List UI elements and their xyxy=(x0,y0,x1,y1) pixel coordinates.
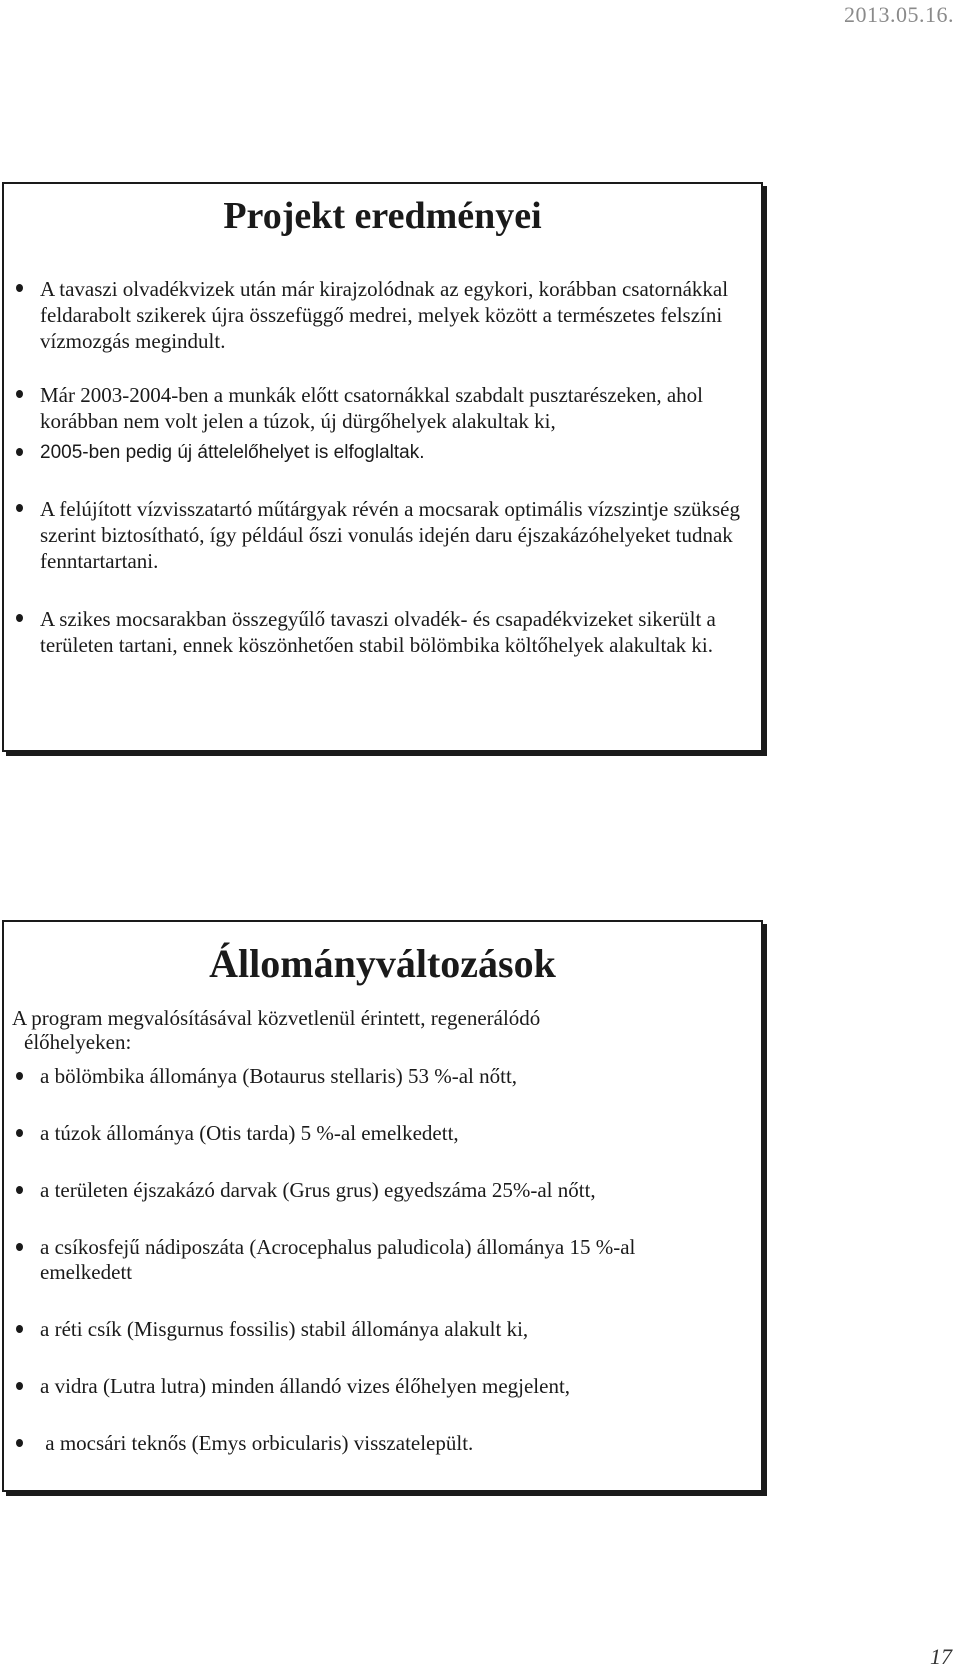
bullet-icon xyxy=(16,284,23,292)
list-item-text: a bölömbika állománya (Botaurus stellaris) 53 %-al nőtt, xyxy=(40,1064,518,1088)
list-item-text: A felújított vízvisszatartó műtárgyak révén a mocsarak optimális vízszintje szükség szerint biztosítható, így például őszi vonulás idején daru éjszakázóhelyeket tudnak fenntartartani. xyxy=(40,497,741,573)
bullet-list xyxy=(4,276,761,658)
list-item xyxy=(4,440,761,466)
intro-line: élőhelyeken: xyxy=(24,1030,132,1054)
bullet-icon xyxy=(16,1325,23,1333)
list-item-text: a területen éjszakázó darvak (Grus grus) egyedszáma 25%-al nőtt, xyxy=(40,1178,596,1202)
list-item xyxy=(4,1374,761,1399)
page-number: 17 xyxy=(930,1644,952,1669)
bullet-icon xyxy=(16,1072,23,1080)
list-item xyxy=(4,1235,761,1285)
list-item-text: a túzok állománya (Otis tarda) 5 %-al emelkedett, xyxy=(40,1121,459,1145)
bullet-icon xyxy=(16,1382,23,1390)
slide-projekt-eredmenyei xyxy=(2,182,763,752)
list-item-text: A tavaszi olvadékvizek után már kirajzolódnak az egykori, korábban csatornákkal feldarabolt szikerek újra összefüggő medrei, melyek között a természetes felszíni vízmozgás megindult. xyxy=(40,277,729,353)
list-item xyxy=(4,1121,761,1146)
list-item-text: a csíkosfejű nádiposzáta (Acrocephalus paludicola) állománya 15 %-al emelkedett xyxy=(40,1235,636,1284)
list-item xyxy=(4,1431,761,1456)
bullet-list xyxy=(4,1064,761,1456)
list-item xyxy=(4,1064,761,1089)
slide-allomanyvaltozasok xyxy=(2,920,763,1492)
list-item-text: a vidra (Lutra lutra) minden állandó vizes élőhelyen megjelent, xyxy=(40,1374,571,1398)
list-item-text: a mocsári teknős (Emys orbicularis) visszatelepült. xyxy=(40,1431,474,1455)
list-item xyxy=(4,1178,761,1203)
bullet-icon xyxy=(16,448,23,456)
bullet-icon xyxy=(16,1186,23,1194)
bullet-icon xyxy=(16,614,23,622)
intro-text xyxy=(12,1006,753,1054)
bullet-icon xyxy=(16,390,23,398)
list-item-text: A szikes mocsarakban összegyűlő tavaszi olvadék- és csapadékvizeket sikerült a területen tartani, ennek köszönhetően stabil bölömbika költőhelyek alakultak ki. xyxy=(40,607,716,657)
bullet-icon xyxy=(16,1129,23,1137)
page-date: 2013.05.16. xyxy=(844,2,954,27)
intro-line: A program megvalósításával közvetlenül érintett, regenerálódó xyxy=(12,1006,541,1030)
list-item xyxy=(4,276,761,354)
list-item xyxy=(4,496,761,574)
list-item-text: a réti csík (Misgurnus fossilis) stabil állománya alakult ki, xyxy=(40,1317,529,1341)
bullet-icon xyxy=(16,1243,23,1251)
list-item xyxy=(4,1317,761,1342)
list-item xyxy=(4,382,761,434)
list-item-text: Már 2003-2004-ben a munkák előtt csatornákkal szabdalt pusztarészeken, ahol korábban nem volt jelen a túzok, új dürgőhelyek alakultak ki, xyxy=(40,383,704,433)
list-item xyxy=(4,606,761,658)
bullet-icon xyxy=(16,1439,23,1447)
slide-title: Projekt eredményei xyxy=(223,195,542,237)
slide-title: Állományváltozások xyxy=(209,941,556,986)
bullet-icon xyxy=(16,504,23,512)
list-item-text: 2005-ben pedig új áttelelőhelyet is elfoglaltak. xyxy=(40,442,425,463)
